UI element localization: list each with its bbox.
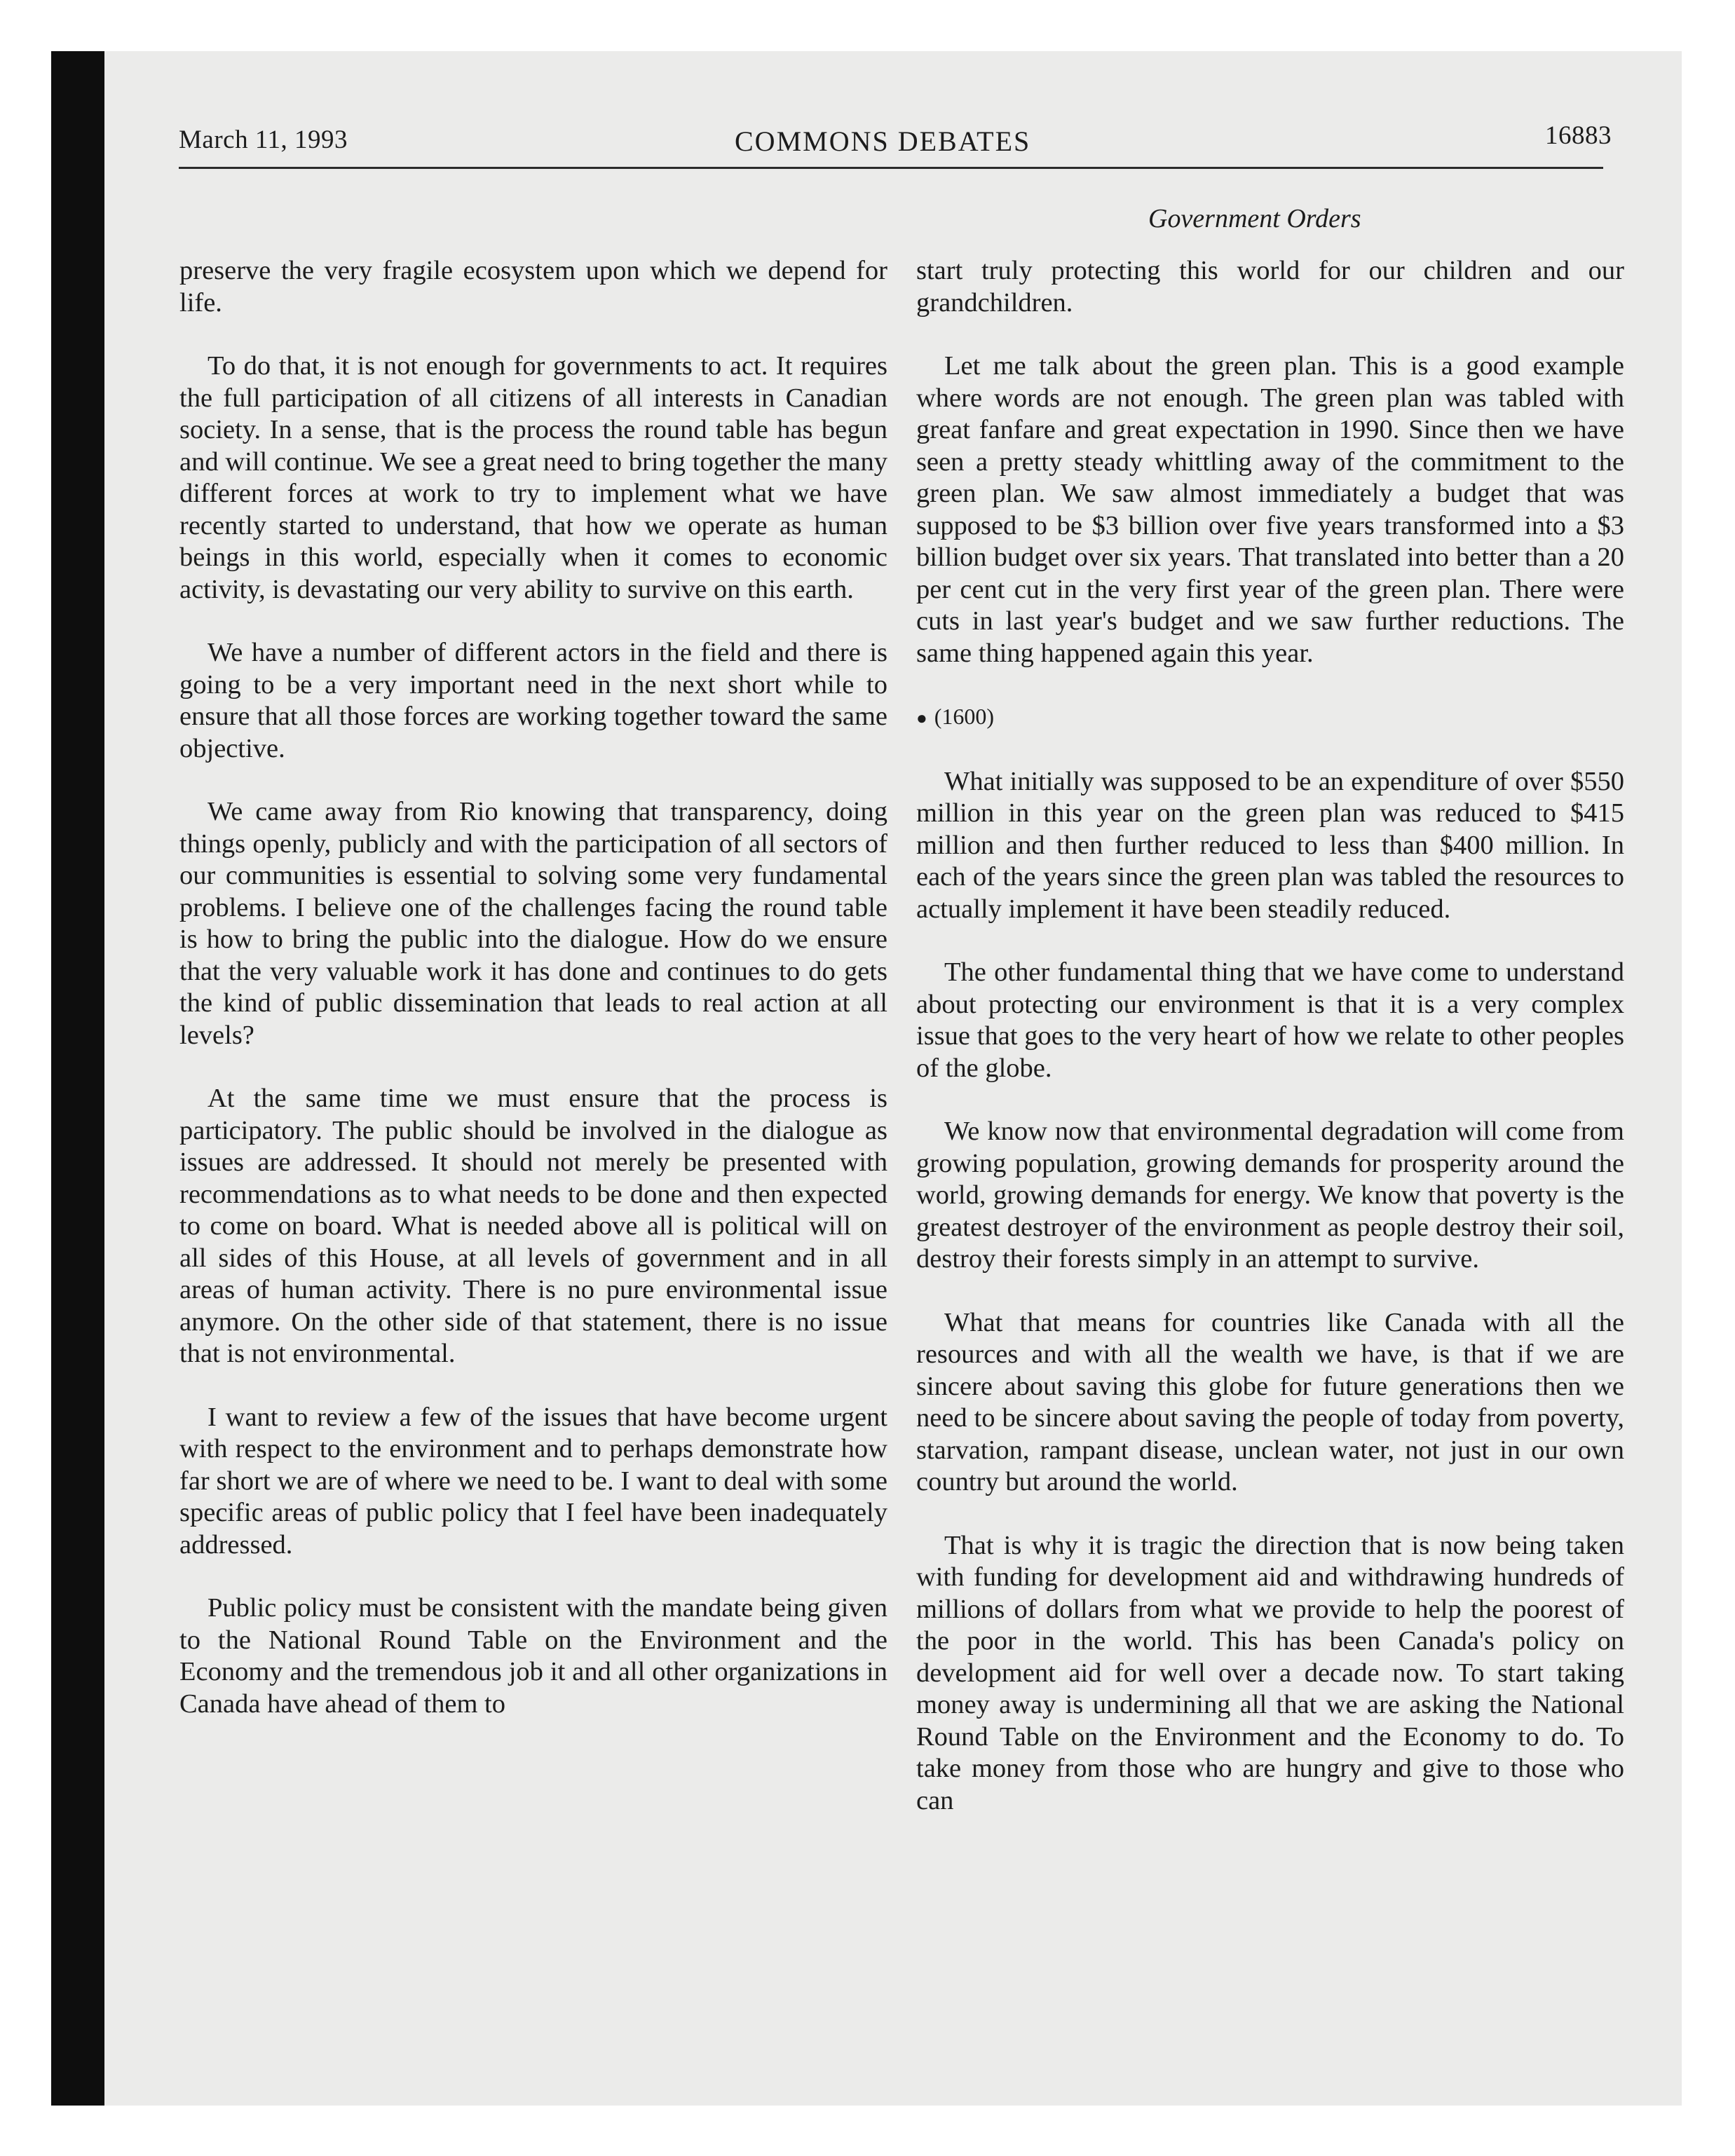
paragraph: We came away from Rio knowing that transparency, doing things openly, publicly and with the participation of all sectors of our communities is essential to solving some very fundamental problems. I believe one of the challenges facing the round table is how to bring the public into the dialogue. How do we ensure that the very valuable work it has done and continues to do gets the kind of public dissemination that leads to real action at all levels? — [179, 797, 887, 1050]
paragraph: We know now that environmental degradation will come from growing population, growing demands for prosperity around the world, growing demands for energy. We know that poverty is the greatest destroyer of the environment as people destroy their soil, destroy their forests simply in an attempt to survive. — [916, 1117, 1624, 1274]
left-column — [179, 255, 887, 1720]
paragraph: That is why it is tragic the direction that is now being taken with funding for development aid and withdrawing hundreds of millions of dollars from what we provide to help the poorest of the poor in the world. This has been Canada's policy on development aid for well over a decade now. To start taking money away is undermining all that we are asking the National Round Table on the Environment and the Economy to do. To take money from those who are hungry and give to those who can — [916, 1530, 1624, 1815]
paragraph: I want to review a few of the issues that have become urgent with respect to the environment and to perhaps demonstrate how far short we are of where we need to be. I want to deal with some specific areas of public policy that I feel have been inadequately addressed. — [179, 1402, 887, 1560]
paragraph: Let me talk about the green plan. This is a good example where words are not enough. The green plan was tabled with great fanfare and great expectation in 1990. Since then we have seen a pretty steady whittling away of the commitment to the green plan. We saw almost immediately a budget that was supposed to be $3 billion over five years transformed into a $3 billion budget over six years. That translated into better than a 20 per cent cut in the very first year of the green plan. There were cuts in last year's budget and we saw further reductions. The same thing happened again this year. — [916, 351, 1624, 668]
right-column — [916, 255, 1624, 1817]
paragraph: Public policy must be consistent with the mandate being given to the National Round Table on the Environment and the Economy and the tremendous job it and all other organizations in Canada have ahead of them to — [179, 1593, 887, 1719]
header-date: March 11, 1993 — [179, 125, 348, 154]
paragraph: The other fundamental thing that we have come to understand about protecting our environment is that it is a very complex issue that goes to the very heart of how we relate to other peoples of the globe. — [916, 957, 1624, 1083]
paragraph: To do that, it is not enough for governments to act. It requires the full participation of all citizens of all interests in Canadian society. In a sense, that is the process the round table has begun and will continue. We see a great need to bring together the many different forces at work to try to implement what we have recently started to understand, that how we operate as human beings in this world, especially when it comes to economic activity, is devastating our very ability to survive on this earth. — [179, 351, 887, 604]
bullet-icon: ● — [916, 708, 927, 728]
paragraph: preserve the very fragile ecosystem upon which we depend for life. — [179, 256, 887, 318]
paragraph: What that means for countries like Canada with all the resources and with all the wealth we have, is that if we are sincere about saving this globe for future generations then we need to be sincere about saving the people of today from poverty, starvation, rampant disease, unclean water, not just in our own country but around the world. — [916, 1307, 1624, 1496]
section-label: Government Orders — [1148, 204, 1361, 233]
paragraph: What initially was supposed to be an expenditure of over $550 million in this year on the green plan was reduced to $415 million and then further reduced to less than $400 million. In each of the years since the green plan was tabled the resources to actually implement it have been steadily reduced. — [916, 766, 1624, 924]
binding-edge — [51, 51, 104, 2106]
paragraph: At the same time we must ensure that the process is participatory. The public should be involved in the dialogue as issues are addressed. It should not merely be presented with recommendations as to what needs to be done and then expected to come on board. What is needed above all is political will on all sides of this House, at all levels of government and in all areas of human activity. There is no pure environmental issue anymore. On the other side of that statement, there is no issue that is not environmental. — [179, 1084, 887, 1368]
header-page-number: 16883 — [1545, 121, 1612, 150]
header-rule — [179, 167, 1603, 169]
time-marker-text: (1600) — [934, 704, 995, 729]
time-marker — [916, 701, 1624, 735]
header-publication: COMMONS DEBATES — [735, 125, 1031, 157]
paragraph: start truly protecting this world for our children and our grandchildren. — [916, 256, 1624, 318]
paragraph: We have a number of different actors in the field and there is going to be a very important need in the next short while to ensure that all those forces are working together toward the same objective. — [179, 638, 887, 763]
